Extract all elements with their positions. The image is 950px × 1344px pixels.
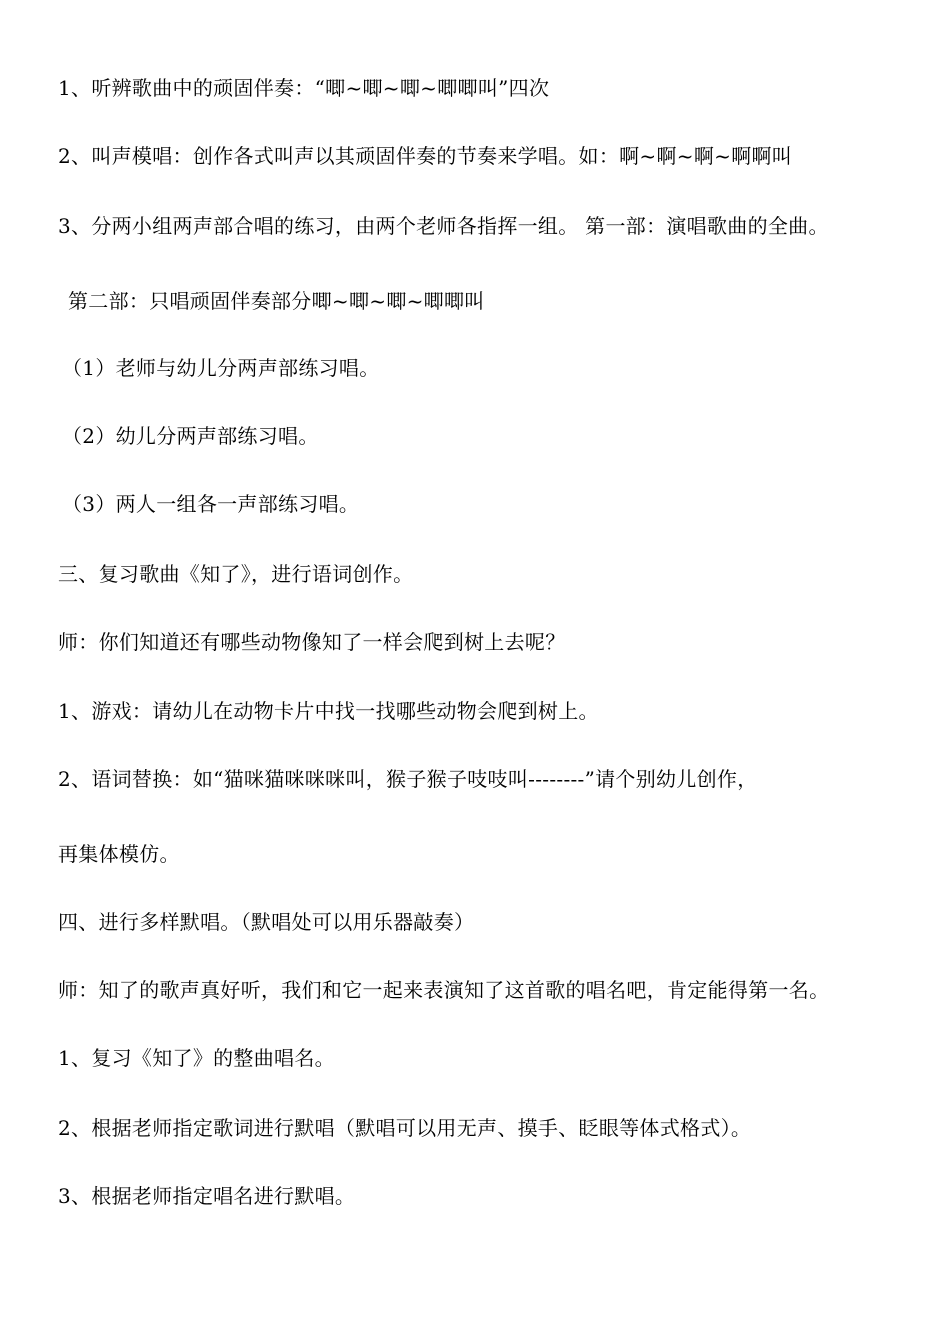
- text-line-14: 师：知了的歌声真好听，我们和它一起来表演知了这首歌的唱名吧，肯定能得第一名。: [58, 978, 830, 1002]
- text-line-8: 三、复习歌曲《知了》，进行语词创作。: [58, 562, 414, 586]
- text-line-2: 2、叫声模唱：创作各式叫声以其顽固伴奏的节奏来学唱。如：啊~啊~啊~啊啊叫: [58, 144, 793, 168]
- text-line-17: 3、根据老师指定唱名进行默唱。: [58, 1184, 356, 1208]
- text-line-1: 1、听辨歌曲中的顽固伴奏：“唧~唧~唧~唧唧叫”四次: [58, 76, 550, 100]
- text-line-7: （3）两人一组各一声部练习唱。: [62, 492, 360, 516]
- text-line-11: 2、语词替换：如“猫咪猫咪咪咪叫，猴子猴子吱吱叫--------”请个别幼儿创作，: [58, 767, 758, 791]
- text-line-5: （1）老师与幼儿分两声部练习唱。: [62, 356, 380, 380]
- text-line-13: 四、进行多样默唱。（默唱处可以用乐器敲奏）: [58, 910, 475, 934]
- text-line-12: 再集体模仿。: [58, 842, 180, 866]
- text-line-15: 1、复习《知了》的整曲唱名。: [58, 1046, 335, 1070]
- text-line-3: 3、分两小组两声部合唱的练习，由两个老师各指挥一组。 第一部：演唱歌曲的全曲。: [58, 214, 829, 238]
- text-line-10: 1、游戏：请幼儿在动物卡片中找一找哪些动物会爬到树上。: [58, 699, 599, 723]
- text-line-16: 2、根据老师指定歌词进行默唱（默唱可以用无声、摸手、眨眼等体式格式）。: [58, 1116, 752, 1140]
- text-line-9: 师：你们知道还有哪些动物像知了一样会爬到树上去呢？: [58, 630, 566, 654]
- text-line-6: （2）幼儿分两声部练习唱。: [62, 424, 319, 448]
- text-line-4: 第二部：只唱顽固伴奏部分唧~唧~唧~唧唧叫: [68, 289, 485, 313]
